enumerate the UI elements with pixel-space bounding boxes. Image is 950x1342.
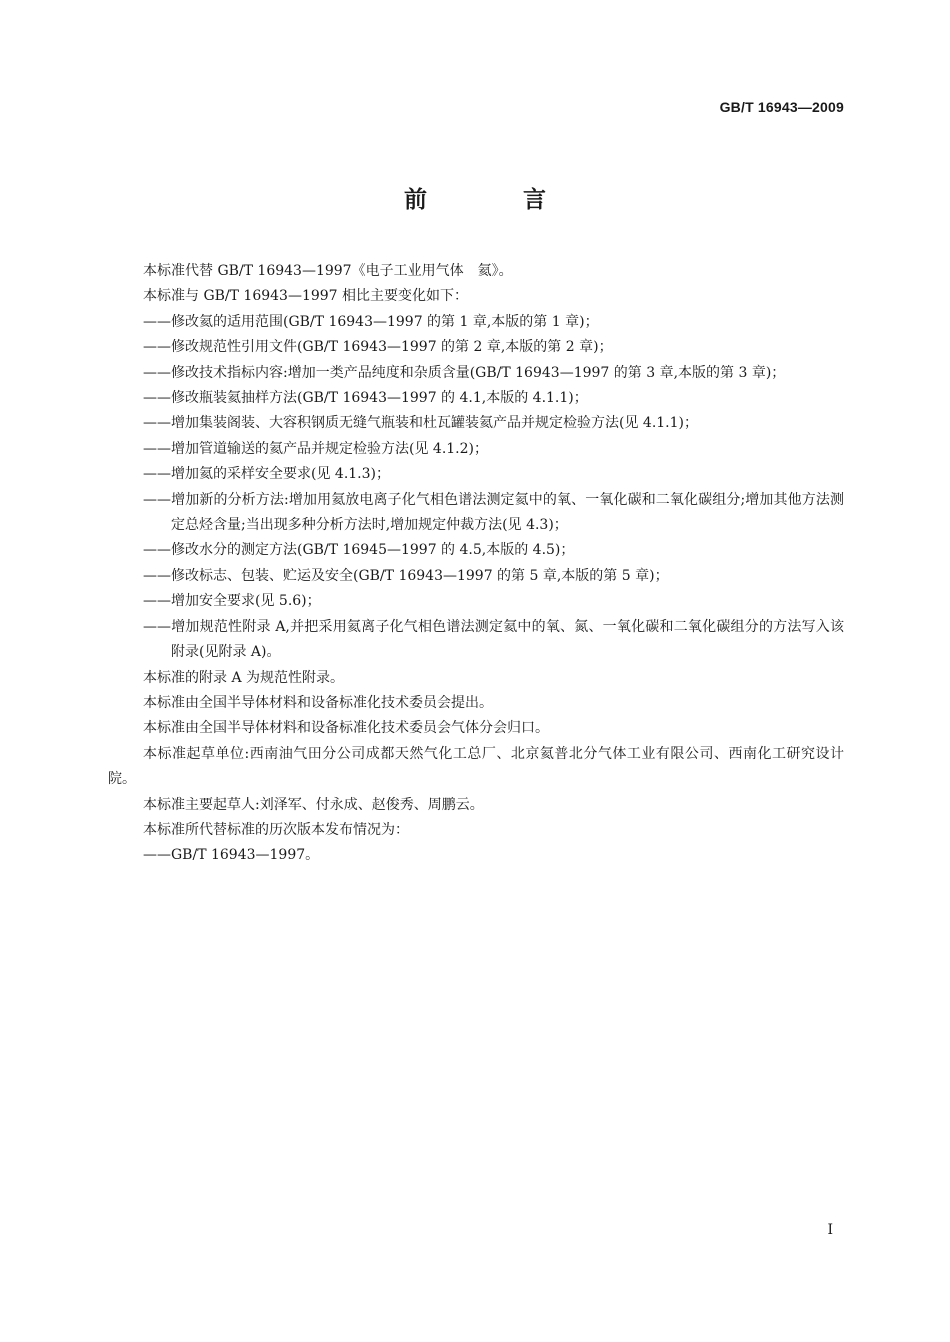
change-item: ——增加新的分析方法:增加用氦放电离子化气相色谱法测定氦中的氧、一氧化碳和二氧化碳组分;增加其他方法测定总烃含量;当出现多种分析方法时,增加规定仲裁方法(见 4.3)； [143,491,844,534]
change-item: ——修改标志、包装、贮运及安全(GB/T 16943—1997 的第 5 章,本版的第 5 章)； [143,567,669,584]
change-item: ——增加安全要求(见 5.6)； [143,593,321,610]
change-item: ——增加氦的采样安全要求(见 4.1.3)； [143,466,390,483]
paragraph-replaces: 本标准代替 GB/T 16943—1997《电子工业用气体 氦》。 [143,263,513,279]
paragraph-drafting-units: 本标准起草单位:西南油气田分公司成都天然气化工总厂、北京氦普北分气体工业有限公司、西南化工研究设计院。 [108,745,844,788]
page-number: I [827,1222,833,1238]
change-item: ——增加规范性附录 A,并把采用氦离子化气相色谱法测定氦中的氧、氮、一氧化碳和二氧化碳组分的方法写入该附录(见附录 A)。 [143,618,844,661]
foreword-body [108,259,844,869]
change-item: ——修改技术指标内容:增加一类产品纯度和杂质含量(GB/T 16943—1997 的第 3 章,本版的第 3 章)； [143,364,786,381]
paragraph-annex: 本标准的附录 A 为规范性附录。 [143,669,345,686]
change-item: ——修改瓶装氦抽样方法(GB/T 16943—1997 的 4.1,本版的 4.1.1)； [143,390,588,407]
change-item: ——修改水分的测定方法(GB/T 16945—1997 的 4.5,本版的 4.5)； [143,542,575,559]
change-item: ——修改氦的适用范围(GB/T 16943—1997 的第 1 章,本版的第 1 章)； [143,313,599,330]
previous-version-item: ——GB/T 16943—1997。 [143,847,320,864]
paragraph-managed-by: 本标准由全国半导体材料和设备标准化技术委员会气体分会归口。 [143,720,549,737]
paragraph-proposed-by: 本标准由全国半导体材料和设备标准化技术委员会提出。 [143,694,493,711]
standard-code: GB/T 16943—2009 [719,99,844,115]
change-item: ——增加集装阁装、大容积钢质无缝气瓶装和杜瓦罐装氦产品并规定检验方法(见 4.1.1)； [143,415,698,432]
change-item: ——增加管道输送的氦产品并规定检验方法(见 4.1.2)； [143,440,488,457]
paragraph-drafters: 本标准主要起草人:刘泽军、付永成、赵俊秀、周鹏云。 [143,796,484,813]
change-item: ——修改规范性引用文件(GB/T 16943—1997 的第 2 章,本版的第 2 章)； [143,339,613,356]
paragraph-history-intro: 本标准所代替标准的历次版本发布情况为： [143,821,409,838]
page-title: 前 言 [403,187,590,213]
paragraph-changes-intro: 本标准与 GB/T 16943—1997 相比主要变化如下： [143,288,469,305]
